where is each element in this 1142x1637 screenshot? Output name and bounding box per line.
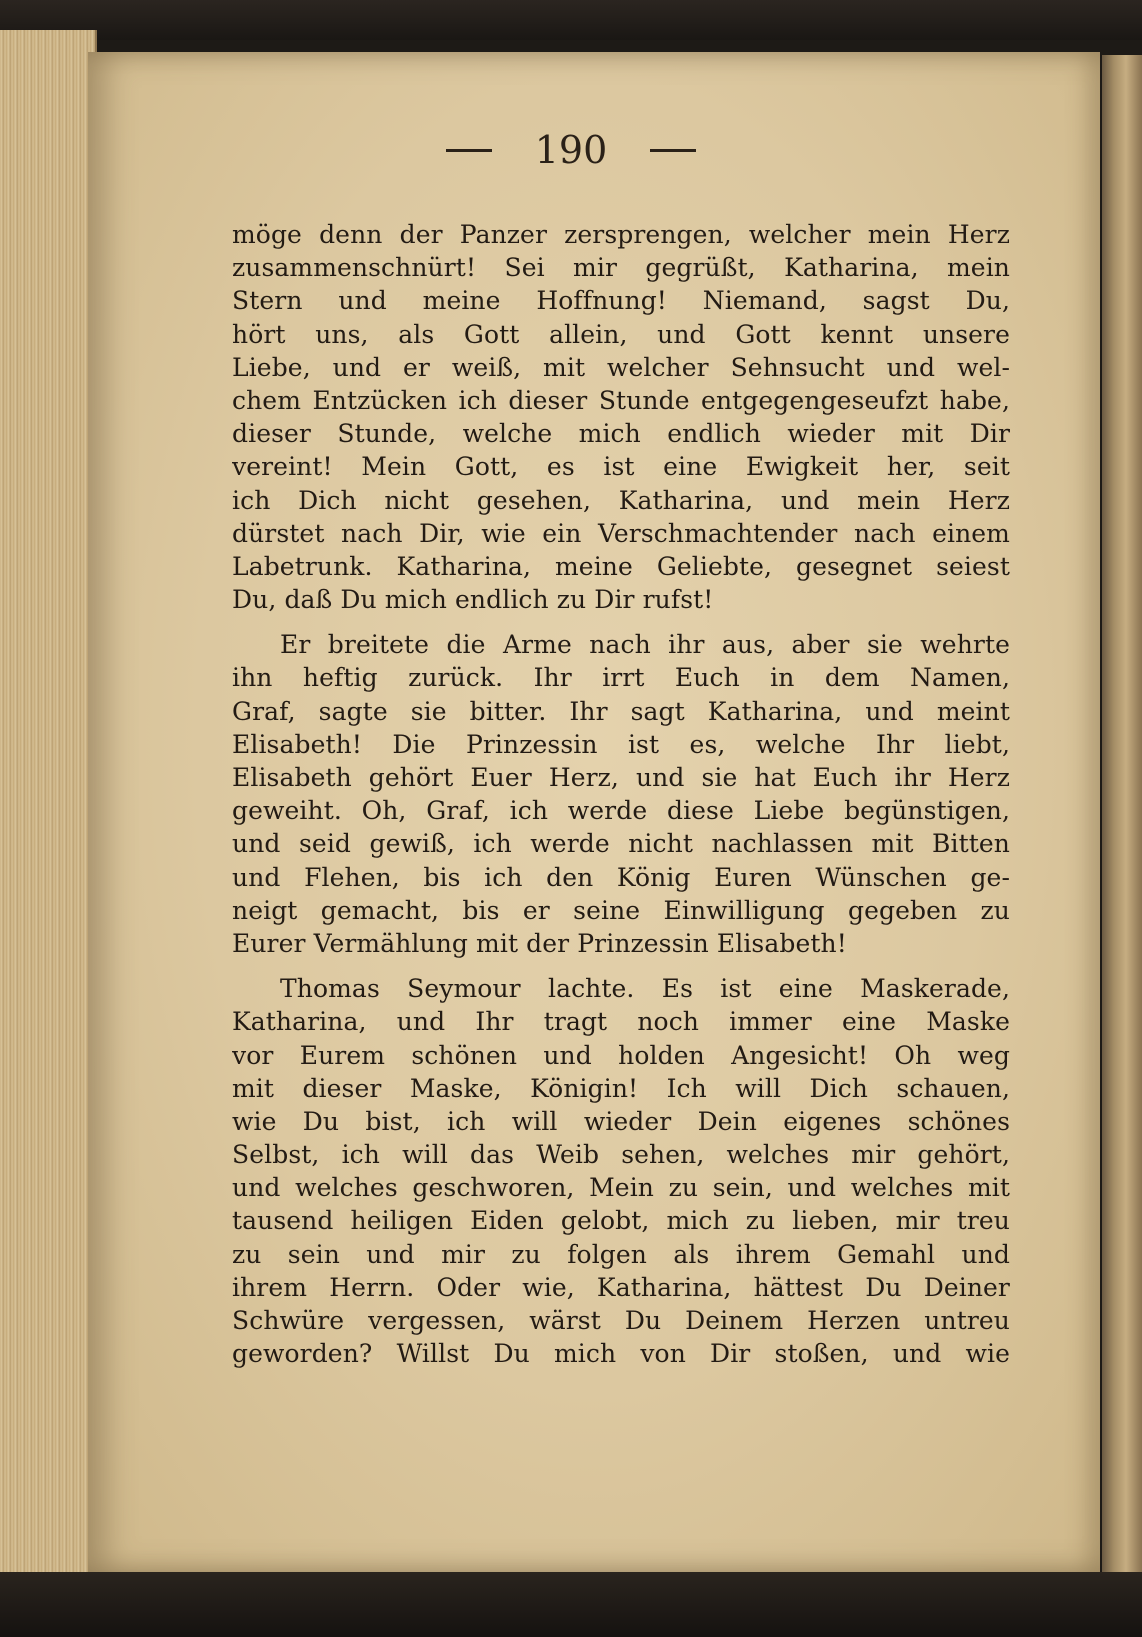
text-line: geworden? Willst Du mich von Dir stoßen, und wie (232, 1339, 1010, 1369)
text-line: geweiht. Oh, Graf, ich werde diese Liebe begünstigen, (232, 796, 1010, 826)
text-line: und seid gewiß, ich werde nicht nachlassen mit Bitten (232, 829, 1010, 859)
text-line: Eurer Vermählung mit der Prinzessin Elisabeth! (232, 928, 847, 958)
text-line: vor Eurem schönen und holden Angesicht! Oh weg (232, 1040, 1010, 1070)
page-edge-right (1102, 55, 1142, 1575)
text-line: mit dieser Maske, Königin! Ich will Dich schauen, (232, 1073, 1010, 1103)
text-line: Elisabeth gehört Euer Herz, und sie hat Euch ihr Herz (232, 763, 1010, 792)
paragraph-gap (232, 616, 1010, 628)
text-line: dürstet nach Dir, wie ein Verschmachtender nach einem (232, 518, 1010, 548)
text-line: zu sein und mir zu folgen als ihrem Gemahl und (232, 1239, 1010, 1269)
text-line: möge denn der Panzer zersprengen, welcher mein Herz (232, 220, 1010, 249)
page-header (0, 128, 1142, 172)
text-line: ihn heftig zurück. Ihr irrt Euch in dem Namen, (232, 663, 1010, 693)
text-line: wie Du bist, ich will wieder Dein eigenes schönes (232, 1106, 1010, 1136)
text-line: Du, daß Du mich endlich zu Dir rufst! (232, 585, 714, 615)
text-line: ihrem Herrn. Oder wie, Katharina, hättest Du Deiner (232, 1272, 1010, 1302)
text-line: Liebe, und er weiß, mit welcher Sehnsucht und wel- (232, 352, 1010, 382)
text-line: Katharina, und Ihr tragt noch immer eine Maske (232, 1007, 1010, 1037)
text-line: Schwüre vergessen, wärst Du Deinem Herzen untreu (232, 1306, 1010, 1335)
header-dash-left (446, 149, 492, 152)
text-line: zusammenschnürt! Sei mir gegrüßt, Katharina, mein (232, 253, 1010, 283)
text-line: und Flehen, bis ich den König Euren Wünschen ge- (232, 862, 1010, 892)
text-line: ich Dich nicht gesehen, Katharina, und mein Herz (232, 485, 1010, 515)
page-number: 190 (534, 128, 608, 172)
text-line: Graf, sagte sie bitter. Ihr sagt Katharina, und meint (232, 696, 1010, 726)
text-line: hört uns, als Gott allein, und Gott kennt unsere (232, 319, 1010, 349)
book-cover-bottom (0, 1572, 1142, 1637)
book-cover-top (0, 0, 1142, 40)
text-line: Er breitete die Arme nach ihr aus, aber sie wehrte (280, 630, 1010, 660)
text-line: vereint! Mein Gott, es ist eine Ewigkeit her, seit (232, 452, 1010, 482)
body-text (232, 218, 1010, 1370)
text-line: Labetrunk. Katharina, meine Geliebte, gesegnet seiest (232, 551, 1010, 581)
page-edges-left (0, 30, 97, 1575)
header-dash-right (650, 149, 696, 152)
text-line: und welches geschworen, Mein zu sein, und welches mit (232, 1173, 1010, 1203)
text-line: Selbst, ich will das Weib sehen, welches mir gehört, (232, 1140, 1010, 1170)
text-line: Thomas Seymour lachte. Es ist eine Maskerade, (280, 974, 1010, 1004)
text-line: Elisabeth! Die Prinzessin ist es, welche Ihr liebt, (232, 729, 1010, 759)
text-line: neigt gemacht, bis er seine Einwilligung gegeben zu (232, 895, 1010, 925)
paragraph-gap (232, 960, 1010, 972)
text-line: dieser Stunde, welche mich endlich wieder mit Dir (232, 419, 1010, 449)
text-line: Stern und meine Hoffnung! Niemand, sagst Du, (232, 286, 1010, 316)
paragraph-1 (232, 218, 1010, 616)
text-line: tausend heiligen Eiden gelobt, mich zu lieben, mir treu (232, 1206, 1010, 1236)
paragraph-2 (232, 628, 1010, 960)
text-line: chem Entzücken ich dieser Stunde entgegengeseufzt habe, (232, 385, 1010, 415)
paragraph-3 (232, 972, 1010, 1370)
